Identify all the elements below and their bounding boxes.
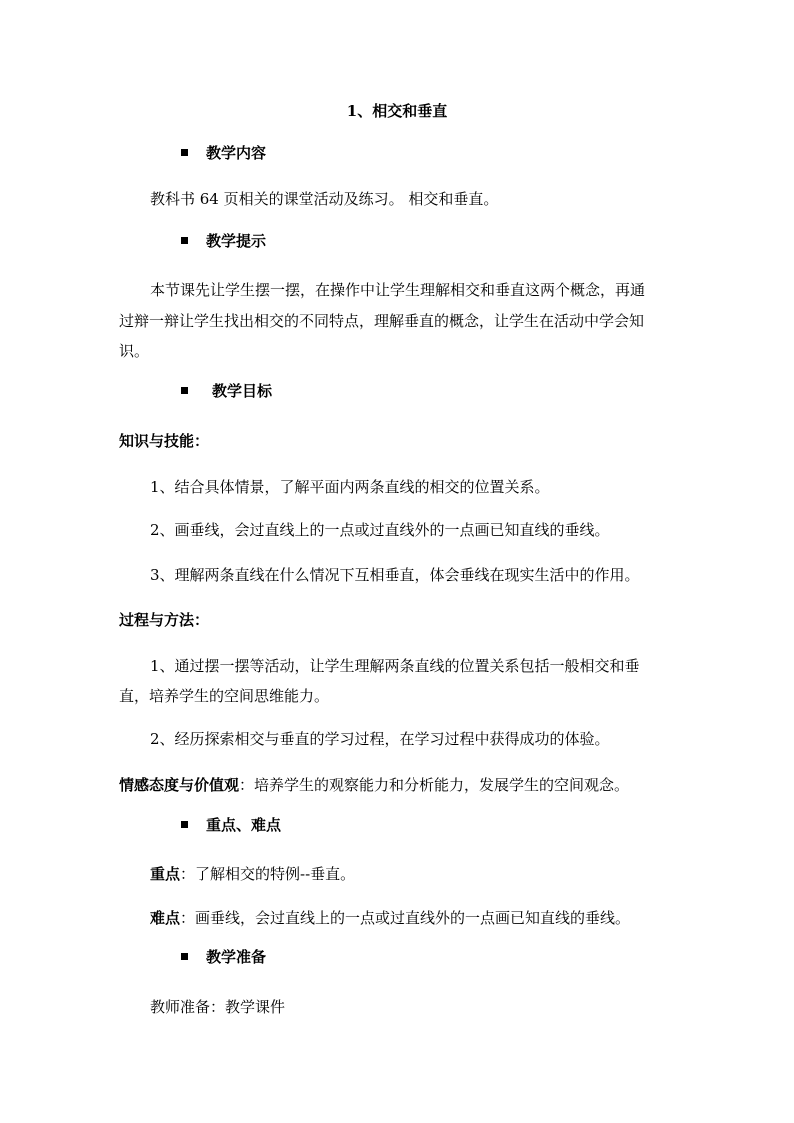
emotion-line: [119, 775, 629, 795]
prep-text: 教师准备：教学课件: [150, 998, 286, 1016]
bullet-square-icon: [181, 821, 188, 828]
bullet-square-icon: [181, 387, 188, 394]
emotion-label: 情感态度与价值观: [119, 776, 240, 794]
knowledge-item-3: 3、理解两条直线在什么情况下互相垂直，体会垂线在现实生活中的作用。: [150, 566, 640, 584]
section-heading-prep: 教学准备: [181, 947, 266, 967]
knowledge-label: 知识与技能：: [119, 432, 210, 450]
process-item-2: 2、经历探索相交与垂直的学习过程，在学习过程中获得成功的体验。: [150, 730, 610, 748]
section-heading-key: 重点、难点: [181, 815, 281, 835]
key-line: [150, 864, 355, 884]
difficulty-label: 难点: [150, 909, 181, 927]
process-item-1-line-1: 1、通过摆一摆等活动，让学生理解两条直线的位置关系包括一般相交和垂: [150, 657, 640, 675]
difficulty-text: ：画垂线，会过直线上的一点或过直线外的一点画已知直线的垂线。: [180, 909, 631, 927]
section-heading-goal: 教学目标: [181, 381, 272, 401]
bullet-square-icon: [181, 953, 188, 960]
process-item-1-line-2: 直，培养学生的空间思维能力。: [119, 687, 330, 705]
bullet-square-icon: [181, 237, 188, 244]
process-label: 过程与方法：: [119, 611, 210, 629]
page-title: 1、相交和垂直: [346, 102, 448, 120]
hint-line-2: 过辩一辩让学生找出相交的不同特点，理解垂直的概念，让学生在活动中学会知: [119, 312, 645, 330]
difficulty-line: [150, 908, 630, 928]
key-label: 重点: [150, 865, 181, 883]
content-text: 教科书 64 页相关的课堂活动及练习。 相交和垂直。: [150, 190, 499, 208]
hint-line-3: 识。: [119, 342, 150, 360]
hint-line-1: 本节课先让学生摆一摆，在操作中让学生理解相交和垂直这两个概念，再通: [150, 281, 646, 299]
key-text: ：了解相交的特例--垂直。: [180, 865, 356, 883]
emotion-text: ：培养学生的观察能力和分析能力，发展学生的空间观念。: [239, 776, 630, 794]
section-heading-content: 教学内容: [181, 143, 266, 163]
bullet-square-icon: [181, 149, 188, 156]
section-heading-hint: 教学提示: [181, 231, 266, 251]
knowledge-item-2: 2、画垂线，会过直线上的一点或过直线外的一点画已知直线的垂线。: [150, 521, 610, 539]
knowledge-item-1: 1、结合具体情景，了解平面内两条直线的相交的位置关系。: [150, 478, 550, 496]
